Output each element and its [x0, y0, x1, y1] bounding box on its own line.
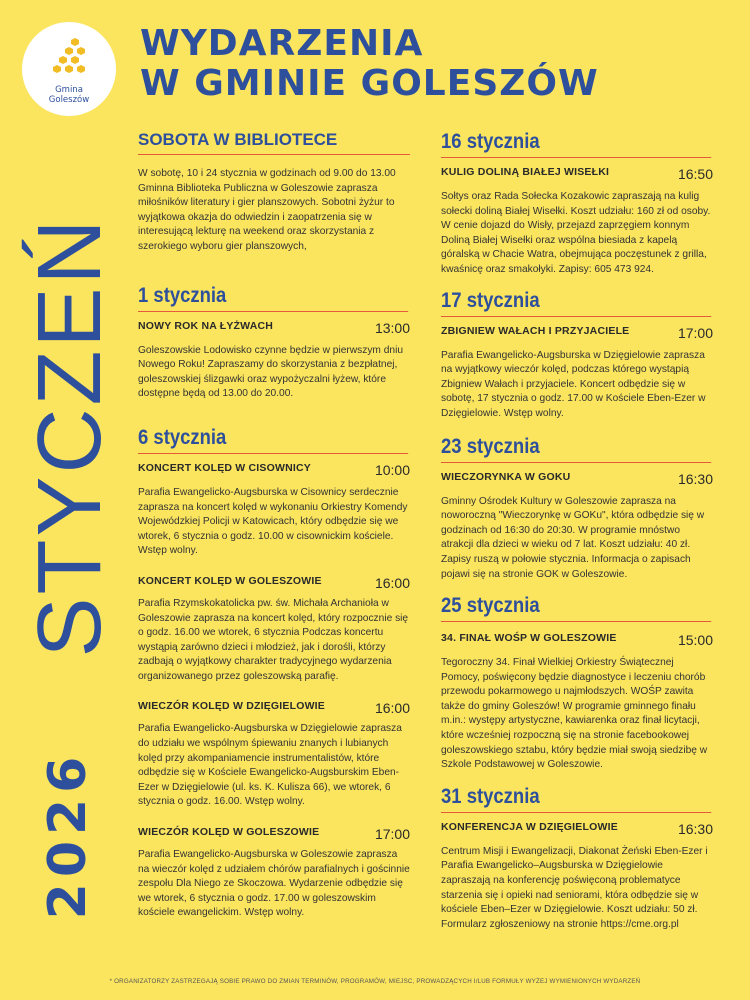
event-header [138, 319, 410, 336]
title-line-2: W GMINIE GOLESZÓW [140, 63, 599, 104]
event-header [441, 632, 713, 649]
event-time: 16:00 [374, 700, 410, 717]
event-name: KULIG DOLINĄ BIAŁEJ WISEŁKI [441, 166, 610, 178]
event-header [138, 700, 410, 717]
footnote: * ORGANIZATORZY ZASTRZEGAJĄ SOBIE PRAWO DO ZMIAN TERMINÓW, PROGRAMÓW, MIEJSC, PROWADZĄCYCH I/LUB FORMUŁY WYŻEJ WYMIENIONYCH WYDARZEŃ [109, 978, 641, 985]
event-time: 15:00 [677, 632, 713, 649]
event-description: Parafia Ewangelicko-Augsburska w Cisownicy serdecznie zaprasza na koncert kolęd w wykonaniu Orkiestry Komendy Wojewódzkiej Policji w Katowicach, który odbędzie się we wtorek, 6 stycznia o godz. 10.00 w cisownickim kościele. Wstęp wolny. [138, 486, 408, 557]
title-line-1: WYDARZENIA [140, 23, 424, 64]
left-column [138, 130, 410, 921]
event-name: KONCERT KOLĘD W GOLESZOWIE [138, 574, 322, 587]
logo-text [22, 85, 116, 105]
day-section-6 [138, 426, 410, 921]
gmina-logo [22, 22, 116, 116]
day-heading: 6 stycznia [138, 426, 408, 454]
event-name: WIECZÓR KOLĘD W GOLESZOWIE [138, 826, 320, 839]
day-section-25 [441, 594, 713, 773]
event-section-saturday [138, 130, 410, 255]
event-time: 16:00 [374, 574, 410, 591]
day-heading: 23 stycznia [441, 435, 711, 463]
event-description: Centrum Misji i Ewangelizacji, Diakonat Żeński Eben-Ezer i Parafia Ewangelicko–Augsburska w Dzięgielowie zapraszają na konferencję poświęconą problematyce starzenia się i opieki nad seniorami, która odbędzie się w kościele Eben–Ezer w Dzięgielowie. Koszt udziału: 50 zł. Formularz zgłoszeniowy na stronie https://cme.org.pl [441, 845, 708, 930]
day-section-1 [138, 284, 410, 402]
event-header [138, 826, 410, 843]
day-section-23 [441, 435, 713, 583]
event-header [441, 324, 713, 341]
event-name: NOWY ROK NA ŁYŻWACH [138, 319, 274, 332]
logo-line-2: Goleszów [48, 95, 90, 105]
event-time: 16:30 [677, 470, 713, 487]
event-name: KONCERT KOLĘD W CISOWNICY [138, 461, 311, 474]
day-heading: 31 stycznia [441, 785, 711, 813]
event-description: Goleszowskie Lodowisko czynne będzie w pierwszym dniu Nowego Roku! Zapraszamy do skorzystania z bezpłatnej, goleszowskiej ślizgawki oraz wypożyczalni łyżew, które dostępne będą od 13.00 do 20.00. [138, 344, 403, 400]
event-name: KONFERENCJA W DZIĘGIELOWIE [441, 820, 618, 833]
event-header [441, 820, 713, 837]
day-section-31 [441, 785, 713, 933]
event-description: Parafia Ewangelicko-Augsburska w Dzięgielowie zaprasza do udziału we wspólnym śpiewaniu znanych i lubianych kolęd przy akompaniamencie instrumentalistów, które odbędzie się w Kościele Ewangelicko-Augsburskim Eben-Ezer w Dzięgielowie (ul. ks. K. Kulisza 66), we wtorek, 6 stycznia o godz. 16.00. Wstęp wolny. [138, 723, 402, 808]
logo-line-1: Gmina [55, 85, 83, 95]
event-name: ZBIGNIEW WAŁACH I PRZYJACIELE [441, 324, 630, 337]
side-month-label: STYCZEŃ [20, 216, 120, 658]
event-description: Parafia Ewangelicko-Augsburska w Goleszowie zaprasza na wieczór kolęd z udziałem chórów parafialnych i gościnnie zespołu Dla Niego ze Skoczowa. Wydarzenie odbędzie się we wtorek, 6 stycznia o godz. 17.00 w goleszowskim kościele ewangelickim. Wstęp wolny. [138, 849, 410, 919]
event-name: 34. FINAŁ WOŚP W GOLESZOWIE [441, 632, 617, 645]
day-section-16 [441, 130, 713, 278]
day-heading: 25 stycznia [441, 594, 711, 622]
right-column [441, 130, 713, 932]
event-header [441, 166, 713, 182]
event-description: Gminny Ośrodek Kultury w Goleszowie zaprasza na noworoczną "Wieczorynkę w GOKu", która odbędzie się w godzinach od 16:30 do 20:30. W programie mnóstwo atrakcji dla dzieci w wieku od 7 lat. Koszt udziału: 40 zł. Zapisy ruszą w połowie stycznia. Informacja o zapisach pojawi się na stronie GOK w Goleszowie. [441, 495, 705, 580]
event-time: 13:00 [374, 319, 410, 336]
event-description: Sołtys oraz Rada Sołecka Kozakowic zapraszają na kulig sołecki doliną Białej Wisełki. Koszt udziału: 160 zł od osoby. W cenie dojazd do Wisły, przejazd zaprzęgiem konnym Doliną Białej Wisełki oraz wspólna biesiada z kapelą góralską w Chacie Watra, obejmująca poczęstunek z grilla, kwaśnicę oraz smakołyki. Zapisy: 605 473 924. [441, 191, 711, 275]
event-name: WIECZÓR KOLĘD W DZIĘGIELOWIE [138, 700, 326, 713]
event-name: WIECZORYNKA W GOKU [441, 470, 571, 483]
day-heading: 17 stycznia [441, 289, 711, 317]
section-title: SOBOTA W BIBLIOTECE [138, 130, 410, 155]
event-description: Parafia Rzymskokatolicka pw. św. Michała Archanioła w Goleszowie zaprasza na koncert kolęd, który rozpocznie się o godz. 16.00 we wtorek, 6 stycznia Podczas koncertu wystąpią zarówno dzieci i młodzież, jak i dorośli, którzy zadbają o wyjątkowy charakter tradycyjnego wydarzenia organizowanego przez goleszowską parafię. [138, 597, 409, 682]
event-header [441, 470, 713, 487]
day-heading: 16 stycznia [441, 130, 711, 158]
event-description: Tegoroczny 34. Finał Wielkiej Orkiestry Świątecznej Pomocy, poświęcony będzie diagnostyce i leczeniu chorób przewodu pokarmowego u najmłodszych. WOŚP zawita także do gminy Goleszów! W programie gminnego finału m.in.: występy artystyczne, kawiarenka oraz finał licytacji, które wcześniej rozpoczną się na stronie facebookowej goleszowskiego sztabu, który będzie miał swoją siedzibę w Szkole Podstawowej w Goleszowie. [441, 657, 708, 771]
event-header [138, 574, 410, 591]
page-title [140, 24, 599, 104]
day-section-17 [441, 289, 713, 422]
event-time: 10:00 [374, 461, 410, 478]
event-header [138, 461, 410, 478]
side-year-label: 2026 [38, 750, 98, 920]
event-description: W sobotę, 10 i 24 stycznia w godzinach od 9.00 do 13.00 Gminna Biblioteka Publiczna w Goleszowie zaprasza miłośników literatury i gier planszowych. Sobotni żyżur to wyjątkowa okazja do odwiedzin i zaopatrzenia się w interesującą lekturę na weekend oraz skorzystania z szerokiego wyboru gier planszowych, [138, 168, 396, 252]
honeycomb-icon [51, 36, 87, 82]
event-time: 17:00 [677, 324, 713, 341]
event-time: 16:30 [677, 820, 713, 837]
event-time: 16:50 [677, 166, 713, 182]
event-time: 17:00 [374, 826, 410, 843]
event-description: Parafia Ewangelicko-Augsburska w Dzięgielowie zaprasza na wyjątkowy wieczór kolęd, podczas którego wystąpią Zbigniew Wałach i przyjaciele. Koncert odbędzie się w sobotę, 17 stycznia o godz. 17.00 w Kościele Eben-Ezer w Dzięgielowie. Wstęp wolny. [441, 349, 706, 419]
day-heading: 1 stycznia [138, 284, 408, 312]
